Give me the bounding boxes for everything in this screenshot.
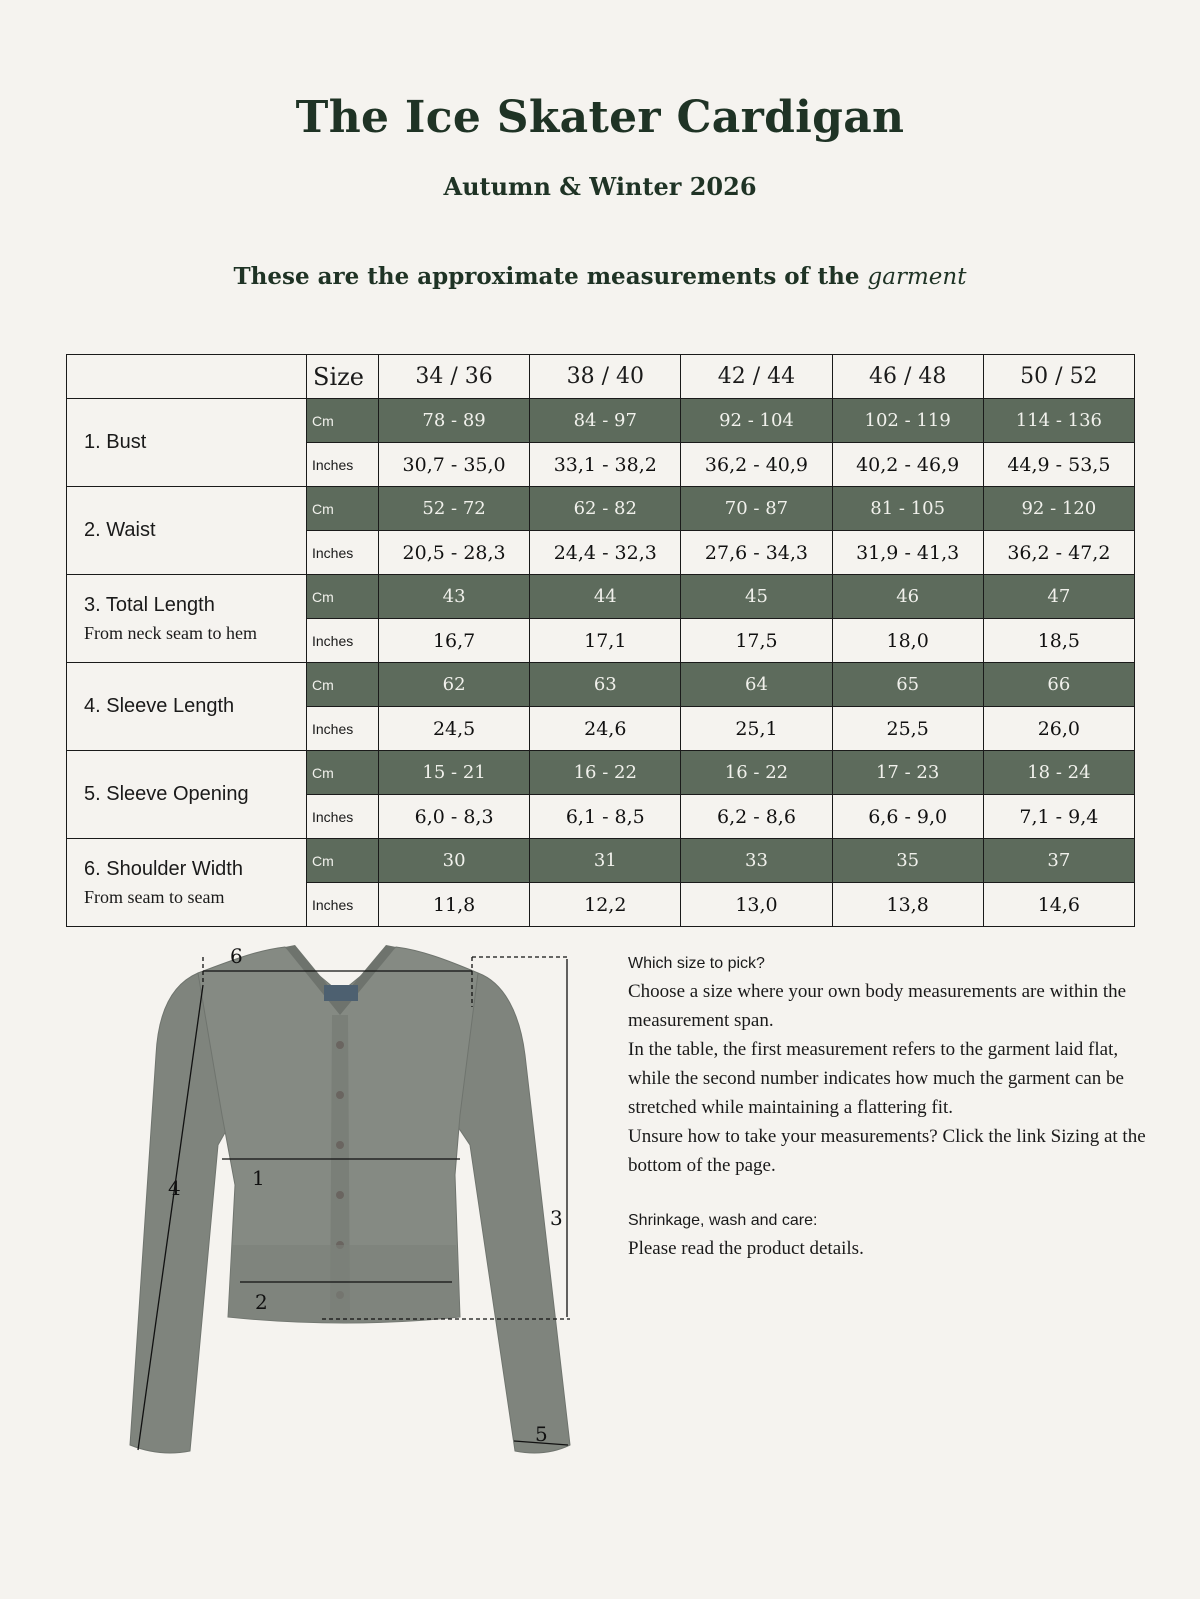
cm-value-cell: 33 — [681, 839, 832, 883]
inches-value-cell: 24,5 — [379, 707, 530, 751]
intro-emphasis: garment — [867, 264, 967, 290]
cm-value-cell: 43 — [379, 575, 530, 619]
size-column-header: 38 / 40 — [530, 355, 681, 399]
measurements-intro — [0, 263, 1200, 290]
size-column-header: 34 / 36 — [379, 355, 530, 399]
cm-value-cell: 47 — [983, 575, 1134, 619]
button — [336, 1141, 344, 1149]
inches-value-cell: 17,1 — [530, 619, 681, 663]
cm-value-cell: 35 — [832, 839, 983, 883]
inches-value-cell: 40,2 - 46,9 — [832, 443, 983, 487]
cm-value-cell: 78 - 89 — [379, 399, 530, 443]
marker-4: 4 — [168, 1176, 181, 1200]
measurement-row-cm — [67, 751, 1135, 795]
unit-cm: Cm — [307, 839, 379, 883]
cm-value-cell: 17 - 23 — [832, 751, 983, 795]
measurement-name: 6. Shoulder Width — [84, 857, 243, 880]
inches-value-cell: 24,4 - 32,3 — [530, 531, 681, 575]
measurement-row-cm — [67, 575, 1135, 619]
marker-2: 2 — [255, 1290, 268, 1314]
size-table — [66, 354, 1135, 927]
cm-value-cell: 70 - 87 — [681, 487, 832, 531]
cm-value-cell: 92 - 104 — [681, 399, 832, 443]
pick-heading: Which size to pick? — [628, 955, 765, 972]
inches-value-cell: 13,8 — [832, 883, 983, 927]
inches-value-cell: 20,5 - 28,3 — [379, 531, 530, 575]
measurement-row-cm — [67, 839, 1135, 883]
unsure-text: Unsure how to take your measurements? Click the link Sizing at the bottom of the page. — [628, 1126, 1146, 1176]
cm-value-cell: 65 — [832, 663, 983, 707]
cm-value-cell: 37 — [983, 839, 1134, 883]
inches-value-cell: 16,7 — [379, 619, 530, 663]
inches-value-cell: 25,1 — [681, 707, 832, 751]
intro-text: These are the approximate measurements of the — [233, 263, 860, 290]
unit-cm: Cm — [307, 487, 379, 531]
inches-value-cell: 26,0 — [983, 707, 1134, 751]
inches-value-cell: 18,0 — [832, 619, 983, 663]
measurement-label — [67, 399, 307, 487]
unit-inches: Inches — [307, 883, 379, 927]
table-explanation: In the table, the first measurement refers to the garment laid flat, while the second number indicates how much the garment can be stretched while maintaining a flattering fit. — [628, 1039, 1124, 1118]
inches-value-cell: 17,5 — [681, 619, 832, 663]
inches-value-cell: 33,1 - 38,2 — [530, 443, 681, 487]
inches-value-cell: 18,5 — [983, 619, 1134, 663]
header-empty-cell — [67, 355, 307, 399]
cm-value-cell: 64 — [681, 663, 832, 707]
cardigan-measurement-diagram — [100, 945, 600, 1505]
cm-value-cell: 66 — [983, 663, 1134, 707]
inches-value-cell: 24,6 — [530, 707, 681, 751]
unit-inches: Inches — [307, 619, 379, 663]
button — [336, 1041, 344, 1049]
size-column-header: 50 / 52 — [983, 355, 1134, 399]
measurement-name: 1. Bust — [84, 431, 147, 453]
unit-inches: Inches — [307, 443, 379, 487]
cm-value-cell: 45 — [681, 575, 832, 619]
size-column-header: 46 / 48 — [832, 355, 983, 399]
cm-value-cell: 16 - 22 — [530, 751, 681, 795]
marker-6: 6 — [230, 945, 243, 968]
cm-value-cell: 52 - 72 — [379, 487, 530, 531]
inches-value-cell: 36,2 - 40,9 — [681, 443, 832, 487]
cm-value-cell: 15 - 21 — [379, 751, 530, 795]
cm-value-cell: 81 - 105 — [832, 487, 983, 531]
cm-value-cell: 44 — [530, 575, 681, 619]
button — [336, 1191, 344, 1199]
inches-value-cell: 11,8 — [379, 883, 530, 927]
inches-value-cell: 6,0 - 8,3 — [379, 795, 530, 839]
size-column-header: 42 / 44 — [681, 355, 832, 399]
inches-value-cell: 13,0 — [681, 883, 832, 927]
measurement-note: From seam to seam — [84, 886, 225, 907]
cm-value-cell: 102 - 119 — [832, 399, 983, 443]
inches-value-cell: 7,1 - 9,4 — [983, 795, 1134, 839]
unit-cm: Cm — [307, 663, 379, 707]
cardigan-illustration — [130, 945, 570, 1453]
measurement-label — [67, 751, 307, 839]
measurement-row-cm — [67, 399, 1135, 443]
cm-value-cell: 30 — [379, 839, 530, 883]
measurement-row-cm — [67, 663, 1135, 707]
measurement-label — [67, 575, 307, 663]
collection-subtitle: Autumn & Winter 2026 — [443, 172, 757, 201]
unit-inches: Inches — [307, 707, 379, 751]
inches-value-cell: 25,5 — [832, 707, 983, 751]
unit-cm: Cm — [307, 399, 379, 443]
inches-value-cell: 30,7 - 35,0 — [379, 443, 530, 487]
button — [336, 1091, 344, 1099]
page-title: The Ice Skater Cardigan — [295, 92, 905, 143]
inches-value-cell: 27,6 - 34,3 — [681, 531, 832, 575]
cm-value-cell: 62 - 82 — [530, 487, 681, 531]
cm-value-cell: 84 - 97 — [530, 399, 681, 443]
cm-value-cell: 18 - 24 — [983, 751, 1134, 795]
pick-text: Choose a size where your own body measurements are within the measurement span. — [628, 981, 1127, 1031]
inches-value-cell: 6,1 - 8,5 — [530, 795, 681, 839]
measurement-name: 4. Sleeve Length — [84, 695, 235, 717]
care-text: Please read the product details. — [628, 1238, 864, 1259]
unit-cm: Cm — [307, 751, 379, 795]
cm-value-cell: 114 - 136 — [983, 399, 1134, 443]
care-heading: Shrinkage, wash and care: — [628, 1212, 818, 1229]
cm-value-cell: 31 — [530, 839, 681, 883]
cm-value-cell: 16 - 22 — [681, 751, 832, 795]
unit-inches: Inches — [307, 531, 379, 575]
inches-value-cell: 6,6 - 9,0 — [832, 795, 983, 839]
inches-value-cell: 44,9 - 53,5 — [983, 443, 1134, 487]
measurement-name: 2. Waist — [84, 519, 156, 541]
cm-value-cell: 63 — [530, 663, 681, 707]
measurement-label — [67, 839, 307, 927]
unit-cm: Cm — [307, 575, 379, 619]
marker-3: 3 — [550, 1206, 563, 1230]
size-header-row — [67, 355, 1135, 399]
inches-value-cell: 12,2 — [530, 883, 681, 927]
size-guidance — [628, 955, 1148, 1263]
measurement-row-cm — [67, 487, 1135, 531]
cm-value-cell: 62 — [379, 663, 530, 707]
measurement-name: 3. Total Length — [84, 593, 215, 616]
marker-1: 1 — [252, 1166, 265, 1190]
cm-value-cell: 46 — [832, 575, 983, 619]
cm-value-cell: 92 - 120 — [983, 487, 1134, 531]
size-header-label: Size — [307, 355, 379, 399]
inches-value-cell: 14,6 — [983, 883, 1134, 927]
unit-inches: Inches — [307, 795, 379, 839]
measurement-label — [67, 663, 307, 751]
marker-5: 5 — [535, 1422, 548, 1446]
measurement-name: 5. Sleeve Opening — [84, 783, 249, 805]
measurement-label — [67, 487, 307, 575]
inches-value-cell: 6,2 - 8,6 — [681, 795, 832, 839]
inches-value-cell: 36,2 - 47,2 — [983, 531, 1134, 575]
inches-value-cell: 31,9 - 41,3 — [832, 531, 983, 575]
measurement-note: From neck seam to hem — [84, 622, 257, 643]
brand-label — [324, 985, 358, 1001]
